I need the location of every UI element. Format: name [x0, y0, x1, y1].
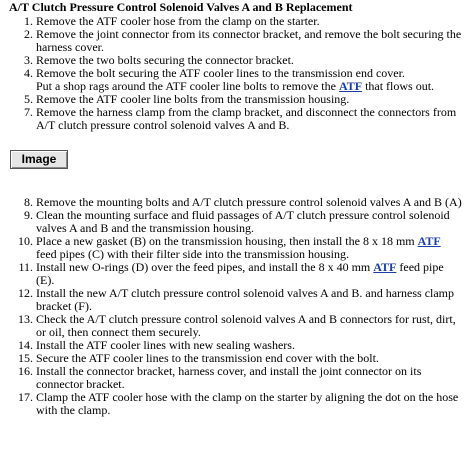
step-text-end: feed pipe (E).	[36, 260, 444, 287]
step-text: Install the new A/T clutch pressure control solenoid valves A and B. and harness clamp bracket (F).	[36, 286, 455, 313]
atf-term-link[interactable]: ATF	[338, 79, 363, 93]
installation-steps-list	[0, 196, 466, 417]
step-number: 5.	[24, 92, 33, 106]
step-number: 2.	[24, 27, 33, 41]
step-item	[0, 365, 466, 391]
step-item	[0, 106, 466, 132]
step-number: 1.	[24, 14, 33, 28]
step-text: Clamp the ATF cooler hose with the clamp on the starter by aligning the dot on the hose with the clamp.	[36, 390, 459, 417]
step-number: 9.	[24, 208, 33, 222]
image-button[interactable]: Image	[10, 150, 68, 169]
step-text: Remove the mounting bolts and A/T clutch pressure control solenoid valves A and B (A)	[36, 195, 462, 209]
atf-term-link[interactable]: ATF	[417, 234, 441, 248]
step-number: 4.	[24, 66, 33, 80]
step-number: 11.	[18, 260, 33, 274]
step-item	[0, 313, 466, 339]
step-text: Clean the mounting surface and fluid passages of A/T clutch pressure control solenoid valves A and B and the transmission housing.	[36, 208, 450, 235]
step-number: 8.	[24, 195, 33, 209]
step-text: Remove the bolt securing the ATF cooler lines to the transmission end cover.	[36, 66, 405, 80]
step-text: Check the A/T clutch pressure control solenoid valves A and B connectors for rust, dirt, or oil, then connect them securely.	[36, 312, 456, 339]
step-text: Install the connector bracket, harness cover, and install the joint connector on its connector bracket.	[36, 364, 422, 391]
step-item	[0, 28, 466, 54]
step-number: 14.	[18, 338, 33, 352]
step-text: Secure the ATF cooler lines to the transmission end cover with the bolt.	[36, 351, 379, 365]
step-number: 12.	[18, 286, 33, 300]
step-text: Install new O-rings (D) over the feed pipes, and install the 8 x 40 mm	[36, 260, 374, 274]
step-text: Install the ATF cooler lines with new sealing washers.	[36, 338, 295, 352]
step-text: Remove the joint connector from its connector bracket, and remove the bolt securing the harness cover.	[36, 27, 462, 54]
step-number: 17.	[18, 390, 33, 404]
step-item	[0, 391, 466, 417]
step-text: Remove the ATF cooler hose from the clamp on the starter.	[36, 14, 320, 28]
step-item	[0, 235, 466, 261]
step-number: 10.	[18, 234, 33, 248]
removal-steps-list	[0, 15, 466, 132]
step-number: 15.	[18, 351, 33, 365]
step-note-text: Put a shop rags around the ATF cooler line bolts to remove the	[36, 79, 339, 93]
atf-term-link[interactable]: ATF	[373, 260, 397, 274]
step-text: Remove the harness clamp from the clamp bracket, and disconnect the connectors from A/T clutch pressure control solenoid valves A and B.	[36, 105, 457, 132]
step-item	[0, 287, 466, 313]
step-number: 7.	[24, 105, 33, 119]
step-text: Place a new gasket (B) on the transmission housing, then install the 8 x 18 mm	[36, 234, 418, 248]
step-text-end: feed pipes (C) with their filter side into the transmission housing.	[36, 247, 349, 261]
step-text: Remove the ATF cooler line bolts from the transmission housing.	[36, 92, 350, 106]
page-title: A/T Clutch Pressure Control Solenoid Valves A and B Replacement	[9, 0, 353, 14]
step-number: 3.	[24, 53, 33, 67]
step-item	[0, 209, 466, 235]
step-number: 16.	[18, 364, 33, 378]
step-number: 13.	[18, 312, 33, 326]
step-text: Remove the two bolts securing the connector bracket.	[36, 53, 294, 67]
step-item	[0, 261, 466, 287]
step-item	[0, 67, 466, 93]
step-note-text-end: that flows out.	[362, 79, 435, 93]
